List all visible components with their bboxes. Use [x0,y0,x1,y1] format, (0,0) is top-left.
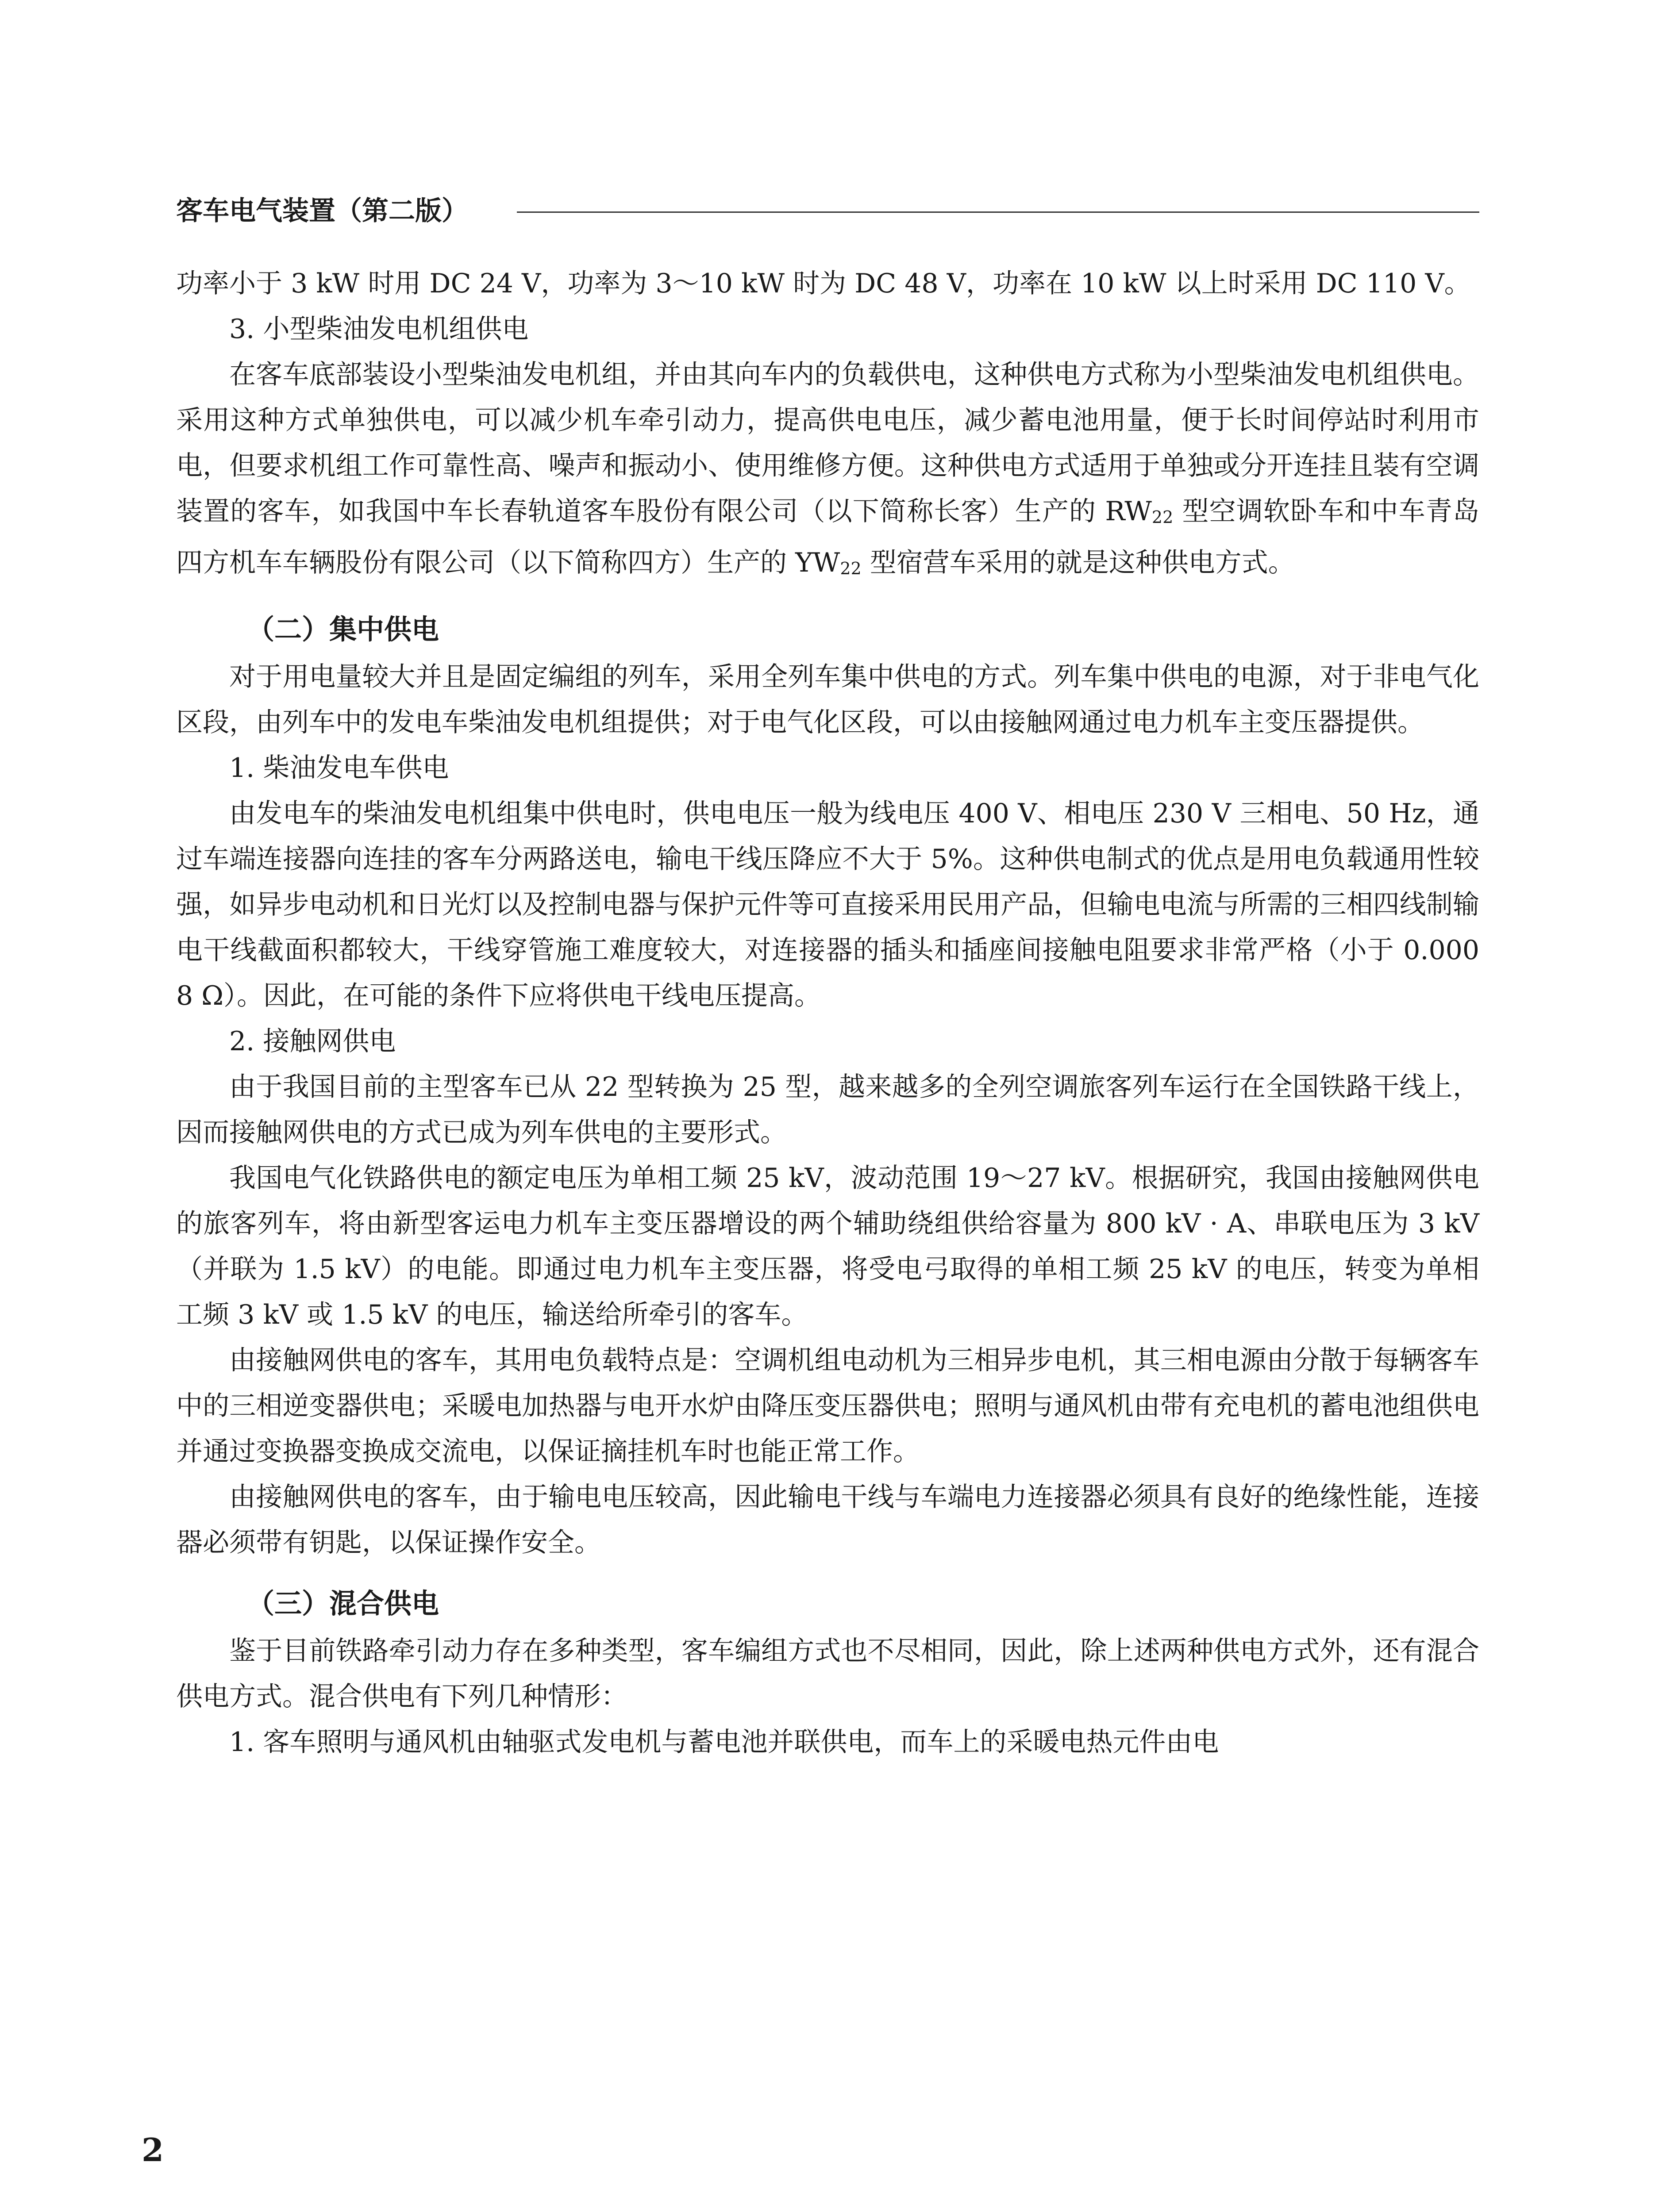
subscript: 22 [840,559,862,578]
page-body [176,261,1479,1765]
subscript: 22 [1151,507,1174,527]
subheading-catenary: 2. 接触网供电 [229,1026,396,1057]
paragraph-continued: 功率小于 3 kW 时用 DC 24 V，功率为 3～10 kW 时为 DC 48 V，功率在 10 kW 以上时采用 DC 110 V。 [176,268,1471,299]
paragraph-catenary-1: 由于我国目前的主型客车已从 22 型转换为 25 型，越来越多的全列空调旅客列车运行在全国铁路干线上，因而接触网供电的方式已成为列车供电的主要形式。 [176,1071,1479,1148]
text-run: 型空调软卧车和中车青岛四方机车车辆股份有限公司（以下简称四方）生产的 YW [176,496,1479,578]
subheading-diesel-genset: 3. 小型柴油发电机组供电 [229,314,529,345]
paragraph-diesel-genset [176,352,1479,591]
paragraph-catenary-4: 由接触网供电的客车，由于输电电压较高，因此输电干线与车端电力连接器必须具有良好的绝缘性能，连接器必须带有钥匙，以保证操作安全。 [176,1482,1479,1558]
section-heading-centralized: （二）集中供电 [247,613,439,645]
subheading-generator-car: 1. 柴油发电车供电 [229,753,449,783]
page-number: 2 [142,2131,164,2169]
book-title: 客车电气装置（第二版） [176,196,468,227]
text-run: 在客车底部装设小型柴油发电机组，并由其向车内的负载供电，这种供电方式称为小型柴油发电机组供电。采用这种方式单独供电，可以减少机车牵引动力，提高供电电压，减少蓄电池用量，便于长时间停站时利用市电，但要求机组工作可靠性高、噪声和振动小、使用维修方便。这种供电方式适用于单独或分开连挂且装有空调装置的客车，如我国中车长春轨道客车股份有限公司（以下简称长客）生产的 RW [176,359,1479,527]
text-run: 型宿营车采用的就是这种供电方式。 [861,547,1295,578]
paragraph-generator-car: 由发电车的柴油发电机组集中供电时，供电电压一般为线电压 400 V、相电压 230 V 三相电、50 Hz，通过车端连接器向连挂的客车分两路送电，输电干线压降应不大于 5%。这种供电制式的优点是用电负载通用性较强，如异步电动机和日光灯以及控制电器与保护元件等可直接采用民用产品，但输电电流与所需的三相四线制输电干线截面积都较大，干线穿管施工难度较大，对连接器的插头和插座间接触电阻要求非常严格（小于 0.000 8 Ω）。因此，在可能的条件下应将供电干线电压提高。 [176,798,1479,1011]
paragraph-hybrid-intro: 鉴于目前铁路牵引动力存在多种类型，客车编组方式也不尽相同，因此，除上述两种供电方式外，还有混合供电方式。混合供电有下列几种情形： [176,1636,1479,1712]
paragraph-catenary-2: 我国电气化铁路供电的额定电压为单相工频 25 kV，波动范围 19～27 kV。根据研究，我国由接触网供电的旅客列车，将由新型客运电力机车主变压器增设的两个辅助绕组供给容量为 800 kV · A、串联电压为 3 kV（并联为 1.5 kV）的电能。即通过电力机车主变压器，将受电弓取得的单相工频 25 kV 的电压，转变为单相工频 3 kV 或 1.5 kV 的电压，输送给所牵引的客车。 [176,1163,1479,1330]
section-heading-hybrid: （三）混合供电 [247,1587,439,1620]
paragraph-hybrid-case-1: 1. 客车照明与通风机由轴驱式发电机与蓄电池并联供电，而车上的采暖电热元件由电 [229,1727,1219,1758]
running-header [176,191,1479,231]
header-rule [517,211,1479,213]
paragraph-catenary-3: 由接触网供电的客车，其用电负载特点是：空调机组电动机为三相异步电机，其三相电源由分散于每辆客车中的三相逆变器供电；采暖电加热器与电开水炉由降压变压器供电；照明与通风机由带有充电机的蓄电池组供电并通过变换器变换成交流电，以保证摘挂机车时也能正常工作。 [176,1345,1479,1467]
paragraph-centralized-intro: 对于用电量较大并且是固定编组的列车，采用全列车集中供电的方式。列车集中供电的电源，对于非电气化区段，由列车中的发电车柴油发电机组提供；对于电气化区段，可以由接触网通过电力机车主变压器提供。 [176,661,1479,738]
